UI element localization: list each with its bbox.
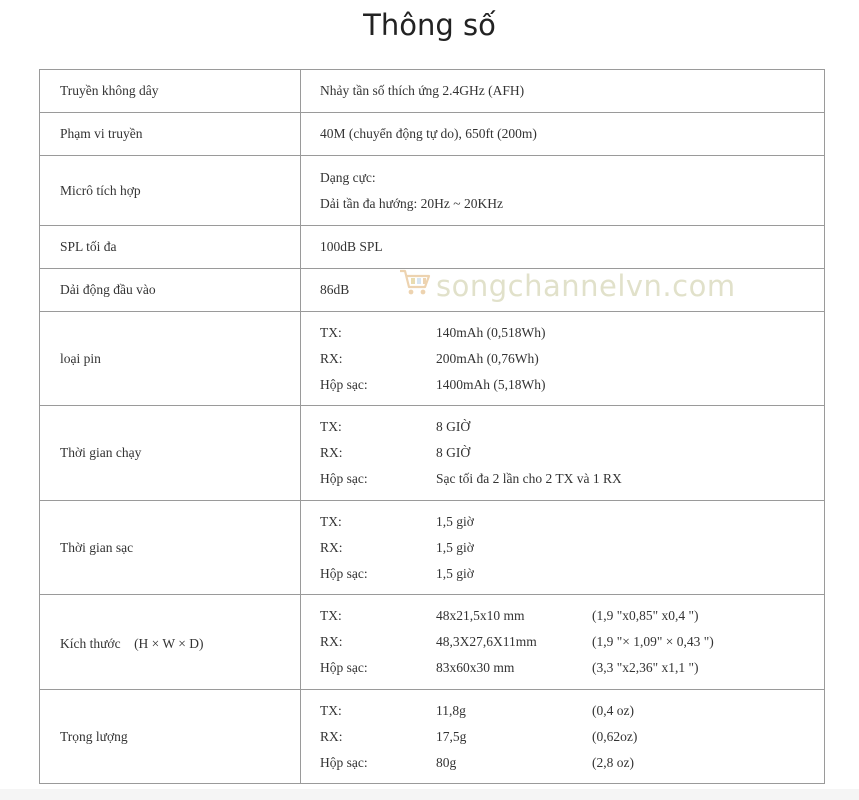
spec-key: TX: bbox=[320, 702, 342, 718]
spec-imperial: (1,9 "× 1,09" × 0,43 ") bbox=[592, 634, 714, 649]
spec-label: Truyền không dây bbox=[40, 70, 301, 113]
spec-val: 83x60x30 mm bbox=[436, 660, 515, 675]
spec-label: Micrô tích hợp bbox=[40, 156, 301, 226]
spec-label: SPL tối đa bbox=[40, 226, 301, 269]
spec-val: 11,8g bbox=[436, 702, 466, 718]
spec-line bbox=[320, 603, 824, 629]
spec-key: RX: bbox=[320, 539, 343, 555]
spec-key: TX: bbox=[320, 513, 342, 529]
spec-key: RX: bbox=[320, 728, 343, 744]
spec-imperial: (0,62oz) bbox=[592, 728, 638, 744]
spec-line bbox=[320, 414, 824, 440]
spec-val: 140mAh (0,518Wh) bbox=[436, 324, 546, 340]
spec-val: 1,5 giờ bbox=[436, 513, 474, 529]
spec-line bbox=[320, 320, 824, 346]
spec-line bbox=[320, 655, 824, 681]
spec-value: Nhảy tần số thích ứng 2.4GHz (AFH) bbox=[301, 70, 825, 113]
spec-label: Dải động đầu vào bbox=[40, 269, 301, 312]
table-row bbox=[40, 312, 825, 406]
spec-label: Thời gian chạy bbox=[40, 406, 301, 501]
table-row bbox=[40, 70, 825, 113]
spec-line: Dạng cực: bbox=[320, 169, 376, 185]
spec-val: 8 GIỜ bbox=[436, 419, 471, 434]
spec-value bbox=[301, 312, 825, 406]
spec-label: Kích thước (H × W × D) bbox=[40, 595, 301, 690]
spec-value: 86dB bbox=[301, 269, 825, 312]
spec-label: Trọng lượng bbox=[40, 690, 301, 784]
spec-val: 17,5g bbox=[436, 728, 467, 744]
spec-label: Phạm vi truyền bbox=[40, 113, 301, 156]
spec-val: 48,3X27,6X11mm bbox=[436, 634, 537, 649]
spec-val: 1,5 giờ bbox=[436, 539, 474, 555]
table-row bbox=[40, 595, 825, 690]
spec-imperial: (3,3 "x2,36" x1,1 ") bbox=[592, 660, 699, 675]
spec-imperial: (0,4 oz) bbox=[592, 702, 634, 718]
spec-line bbox=[320, 750, 824, 776]
spec-label: Thời gian sạc bbox=[40, 501, 301, 595]
spec-line bbox=[320, 346, 824, 372]
spec-key: Hộp sạc: bbox=[320, 660, 368, 675]
spec-val: 80g bbox=[436, 754, 457, 770]
spec-key: Hộp sạc: bbox=[320, 376, 368, 392]
table-row bbox=[40, 113, 825, 156]
spec-line bbox=[320, 724, 824, 750]
spec-line bbox=[320, 561, 824, 587]
spec-val: 48x21,5x10 mm bbox=[436, 608, 525, 623]
spec-key: TX: bbox=[320, 608, 342, 623]
spec-val: Sạc tối đa 2 lần cho 2 TX và 1 RX bbox=[436, 471, 622, 486]
spec-value: 100dB SPL bbox=[301, 226, 825, 269]
spec-value bbox=[301, 156, 825, 226]
spec-imperial: (1,9 "x0,85" x0,4 ") bbox=[592, 608, 699, 623]
spec-val: 200mAh (0,76Wh) bbox=[436, 350, 539, 366]
spec-val: 8 GIỜ bbox=[436, 445, 471, 460]
table-row bbox=[40, 156, 825, 226]
table-row bbox=[40, 226, 825, 269]
spec-val: 1,5 giờ bbox=[436, 565, 474, 581]
spec-value bbox=[301, 406, 825, 501]
spec-key: RX: bbox=[320, 350, 343, 366]
spec-line bbox=[320, 629, 824, 655]
spec-label: loại pin bbox=[40, 312, 301, 406]
table-row bbox=[40, 269, 825, 312]
spec-value: 40M (chuyển động tự do), 650ft (200m) bbox=[301, 113, 825, 156]
spec-key: TX: bbox=[320, 419, 342, 434]
spec-key: Hộp sạc: bbox=[320, 754, 368, 770]
spec-line bbox=[320, 466, 824, 492]
spec-key: RX: bbox=[320, 445, 343, 460]
spec-value bbox=[301, 595, 825, 690]
table-row bbox=[40, 406, 825, 501]
spec-key: RX: bbox=[320, 634, 343, 649]
spec-line bbox=[320, 698, 824, 724]
table-row bbox=[40, 690, 825, 784]
spec-key: Hộp sạc: bbox=[320, 471, 368, 486]
spec-line bbox=[320, 509, 824, 535]
spec-val: 1400mAh (5,18Wh) bbox=[436, 376, 546, 392]
spec-key: TX: bbox=[320, 324, 342, 340]
spec-value bbox=[301, 690, 825, 784]
page-title: Thông số bbox=[363, 8, 496, 42]
spec-imperial: (2,8 oz) bbox=[592, 754, 634, 770]
page-footer-band bbox=[0, 789, 859, 800]
spec-table bbox=[39, 69, 825, 784]
spec-value bbox=[301, 501, 825, 595]
spec-line: Dải tần đa hướng: 20Hz ~ 20KHz bbox=[320, 195, 503, 211]
spec-key: Hộp sạc: bbox=[320, 565, 368, 581]
spec-line bbox=[320, 372, 824, 398]
watermark-text: songchannelvn.com bbox=[436, 268, 736, 303]
table-row bbox=[40, 501, 825, 595]
spec-line bbox=[320, 440, 824, 466]
spec-line bbox=[320, 535, 824, 561]
